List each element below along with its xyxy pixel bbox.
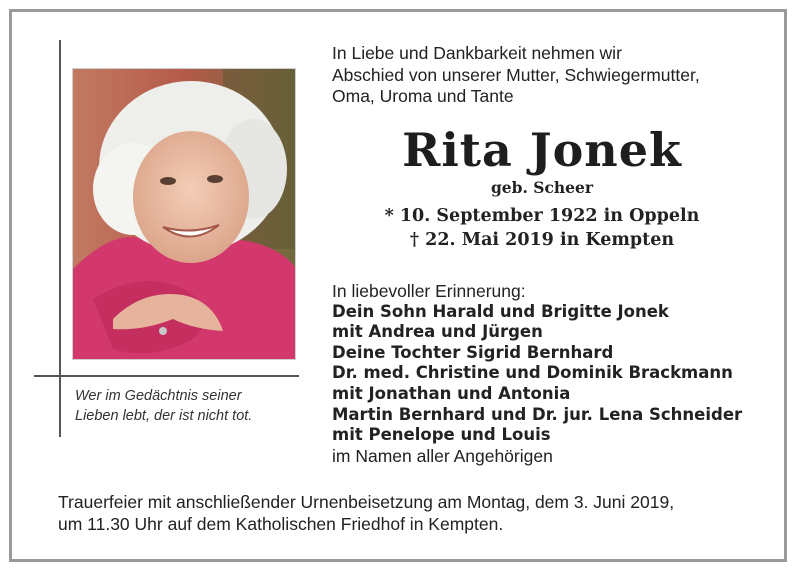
mourner-line: mit Andrea und Jürgen [332,322,543,342]
mourner-line: mit Penelope und Louis [332,425,551,445]
birth-date: * 10. September 1922 in Oppeln [384,206,700,226]
deceased-name: Rita Jonek [402,123,682,177]
mourner-line: Deine Tochter Sigrid Bernhard [332,342,614,362]
mourners-list [332,281,777,466]
service-line: Trauerfeier mit anschließender Urnenbeisetzung am Montag, dem 3. Juni 2019, [58,492,675,512]
mourner-line: mit Jonathan und Antonia [332,383,571,403]
intro-line: Oma, Uroma und Tante [332,86,514,106]
mourner-line: Dr. med. Christine und Dominik Brackmann [332,363,733,383]
portrait-photo [72,68,296,360]
mourner-line: Martin Bernhard und Dr. jur. Lena Schneider [332,404,743,424]
funeral-service-info [58,491,768,535]
death-date: † 22. Mai 2019 in Kempten [409,230,675,250]
memorial-quote [75,386,305,426]
intro-line: In Liebe und Dankbarkeit nehmen wir [332,43,622,63]
service-line: um 11.30 Uhr auf dem Katholischen Friedhof in Kempten. [58,514,504,534]
vertical-rule [59,40,61,437]
relatives-line: im Namen aller Angehörigen [332,445,553,466]
quote-line: Wer im Gedächtnis seiner [75,388,242,404]
maiden-name: geb. Scheer [490,178,594,197]
intro-line: Abschied von unserer Mutter, Schwiegermutter, [332,64,700,85]
remembrance-intro: In liebevoller Erinnerung: [332,281,526,301]
horizontal-rule [34,375,299,377]
intro-text [332,43,772,108]
life-dates [332,204,752,252]
mourner-line: Dein Sohn Harald und Brigitte Jonek [332,301,669,321]
quote-line: Lieben lebt, der ist nicht tot. [75,408,253,424]
